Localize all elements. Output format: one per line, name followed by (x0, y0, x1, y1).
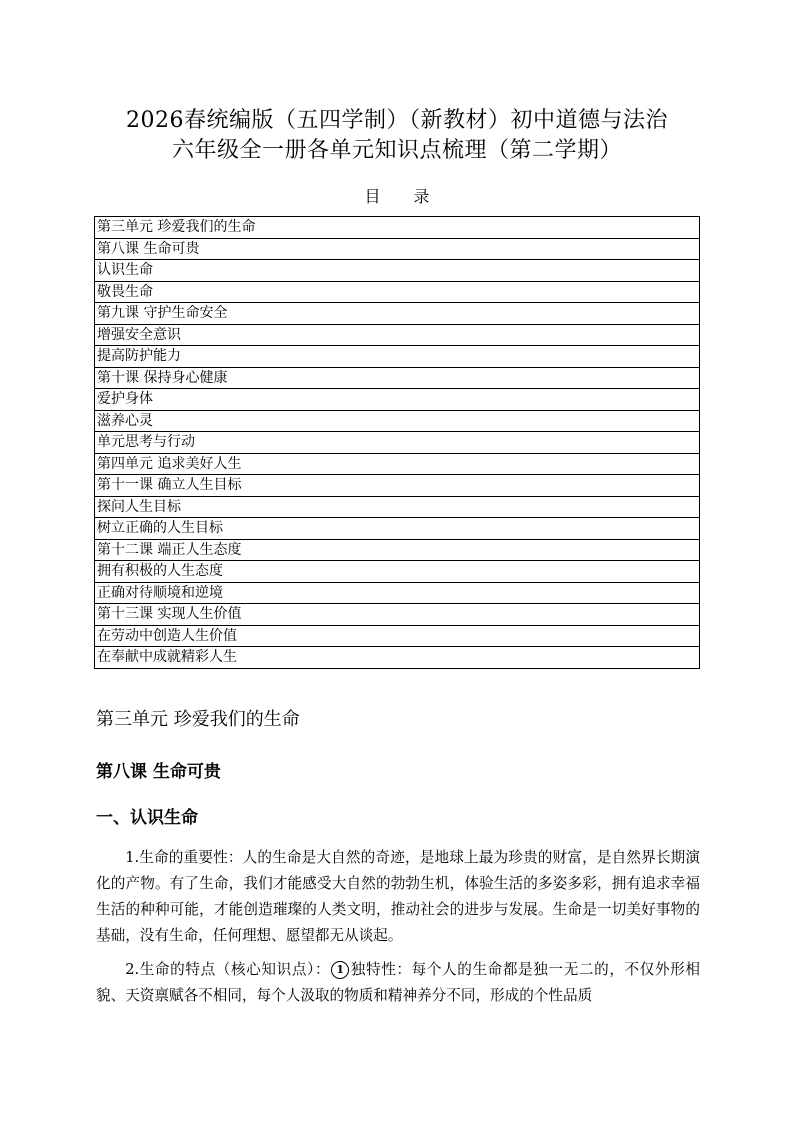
toc-entry[interactable]: 第十三课 实现人生价值 (95, 604, 700, 626)
document-title-line-1: 2026春统编版（五四学制）（新教材）初中道德与法治 (126, 108, 668, 133)
table-of-contents (94, 216, 700, 669)
toc-entry[interactable]: 第八课 生命可贵 (95, 238, 700, 260)
toc-entry[interactable]: 提高防护能力 (95, 346, 700, 368)
toc-entry[interactable]: 在奉献中成就精彩人生 (95, 647, 700, 669)
toc-entry[interactable]: 敬畏生命 (95, 281, 700, 303)
toc-heading: 目 录 (364, 187, 444, 206)
toc-row (95, 367, 700, 389)
toc-entry[interactable]: 滋养心灵 (95, 410, 700, 432)
paragraph-importance-of-life: 1.生命的重要性：人的生命是大自然的奇迹，是地球上最为珍贵的财富，是自然界长期演化的产物。有了生命，我们才能感受大自然的勃勃生机，体验生活的多姿多彩，拥有追求幸福生活的种种可能，才能创造璀璨的人类文明，推动社会的进步与发展。生命是一切美好事物的基础，没有生命，任何理想、愿望都无从谈起。 (96, 849, 700, 944)
toc-entry[interactable]: 第四单元 追求美好人生 (95, 453, 700, 475)
toc-entry[interactable]: 第九课 守护生命安全 (95, 303, 700, 325)
toc-entry[interactable]: 探问人生目标 (95, 496, 700, 518)
toc-entry[interactable]: 第三单元 珍爱我们的生命 (95, 217, 700, 239)
toc-entry[interactable]: 增强安全意识 (95, 324, 700, 346)
document-title-line-2: 六年级全一册各单元知识点梳理（第二学期） (171, 138, 622, 163)
paragraph-life-characteristics (96, 957, 700, 1009)
toc-row (95, 389, 700, 411)
paragraph-lead: 2.生命的特点（核心知识点）： (125, 961, 331, 978)
toc-entry[interactable]: 爱护身体 (95, 389, 700, 411)
toc-row (95, 475, 700, 497)
paragraph-body: 独特性：每个人的生命都是独一无二的，不仅外形相貌、天资禀赋各不相同，每个人汲取的物质和精神养分不同，形成的个性品质 (96, 961, 700, 1004)
toc-row (95, 260, 700, 282)
toc-entry[interactable]: 第十二课 端正人生态度 (95, 539, 700, 561)
toc-row (95, 561, 700, 583)
section-heading: 一、认识生命 (96, 808, 198, 828)
toc-row (95, 281, 700, 303)
toc-row (95, 453, 700, 475)
toc-row (95, 518, 700, 540)
toc-row (95, 539, 700, 561)
toc-entry[interactable]: 在劳动中创造人生价值 (95, 625, 700, 647)
toc-row (95, 410, 700, 432)
lesson-heading: 第八课 生命可贵 (96, 762, 221, 782)
toc-entry[interactable]: 第十一课 确立人生目标 (95, 475, 700, 497)
toc-row (95, 625, 700, 647)
unit-heading: 第三单元 珍爱我们的生命 (96, 709, 300, 730)
toc-row (95, 303, 700, 325)
toc-row (95, 496, 700, 518)
toc-row (95, 582, 700, 604)
toc-row (95, 238, 700, 260)
toc-entry[interactable]: 第十课 保持身心健康 (95, 367, 700, 389)
toc-row (95, 324, 700, 346)
circled-number-marker: 1 (331, 961, 349, 979)
toc-entry[interactable]: 单元思考与行动 (95, 432, 700, 454)
toc-row (95, 647, 700, 669)
toc-row (95, 432, 700, 454)
toc-row (95, 604, 700, 626)
toc-entry[interactable]: 认识生命 (95, 260, 700, 282)
toc-row (95, 217, 700, 239)
toc-entry[interactable]: 拥有积极的人生态度 (95, 561, 700, 583)
toc-entry[interactable]: 正确对待顺境和逆境 (95, 582, 700, 604)
toc-row (95, 346, 700, 368)
toc-entry[interactable]: 树立正确的人生目标 (95, 518, 700, 540)
